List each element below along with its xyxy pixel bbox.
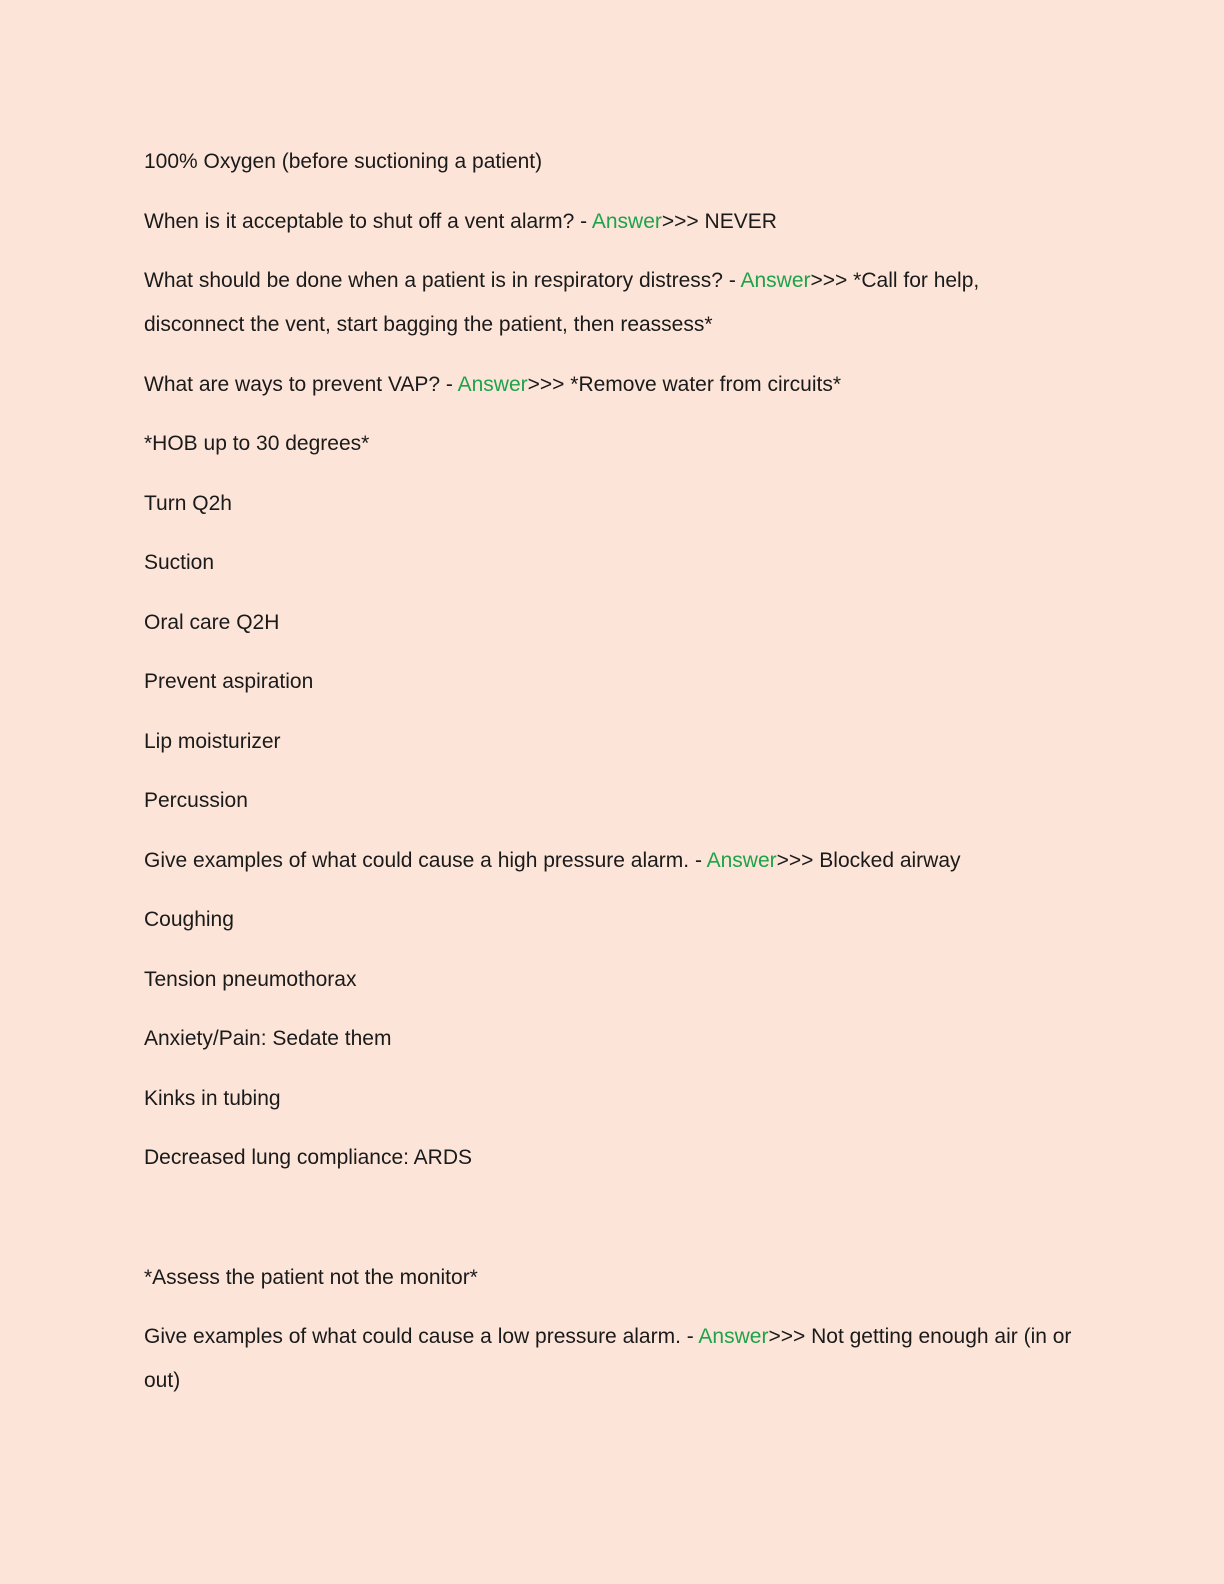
blank-line — [144, 1196, 1084, 1256]
paragraph: Tension pneumothorax — [144, 967, 357, 991]
answer-marker: >>> — [776, 848, 820, 872]
paragraph: Oral care Q2H — [144, 610, 280, 634]
paragraph: Percussion — [144, 789, 248, 812]
question-text: Give examples of what could cause a low pressure alarm. - — [144, 1325, 699, 1348]
answer-marker: >>> — [810, 269, 854, 292]
paragraph: Lip moisturizer — [144, 729, 281, 753]
qa-paragraph — [144, 839, 1084, 883]
question-text: What should be done when a patient is in respiratory distress? - — [144, 269, 741, 292]
answer-text: Blocked airway — [819, 848, 961, 872]
qa-paragraph — [144, 200, 1084, 244]
paragraph: *Assess the patient not the monitor* — [144, 1265, 478, 1289]
paragraph: 100% Oxygen (before suctioning a patient) — [144, 150, 543, 173]
paragraph: Kinks in tubing — [144, 1086, 281, 1110]
answer-label: Answer — [740, 269, 811, 292]
qa-paragraph — [144, 363, 1084, 407]
answer-text: NEVER — [704, 209, 777, 233]
answer-label: Answer — [457, 372, 528, 396]
answer-label: Answer — [706, 848, 777, 872]
answer-label: Answer — [698, 1325, 769, 1348]
answer-marker: >>> — [768, 1325, 812, 1348]
paragraph: Suction — [144, 551, 215, 574]
paragraph: Anxiety/Pain: Sedate them — [144, 1027, 392, 1050]
paragraph: Decreased lung compliance: ARDS — [144, 1146, 473, 1169]
question-text: Give examples of what could cause a high pressure alarm. - — [144, 848, 707, 872]
paragraph: Turn Q2h — [144, 491, 232, 515]
paragraph: Coughing — [144, 908, 234, 931]
answer-label: Answer — [591, 209, 662, 233]
answer-marker: >>> — [661, 209, 705, 233]
paragraph: *HOB up to 30 degrees* — [144, 432, 370, 455]
answer-text: *Call for help, disconnect the vent, start bagging the patient, then reassess* — [144, 269, 980, 336]
question-text: When is it acceptable to shut off a vent alarm? - — [144, 209, 592, 233]
qa-paragraph — [144, 1315, 1084, 1403]
paragraph: Prevent aspiration — [144, 670, 314, 693]
answer-text: Not getting enough air (in or out) — [144, 1325, 1072, 1392]
question-text: What are ways to prevent VAP? - — [144, 372, 458, 396]
document-page — [144, 140, 1084, 1419]
answer-marker: >>> — [527, 372, 571, 396]
qa-paragraph — [144, 259, 1084, 347]
answer-text: *Remove water from circuits* — [570, 372, 841, 396]
